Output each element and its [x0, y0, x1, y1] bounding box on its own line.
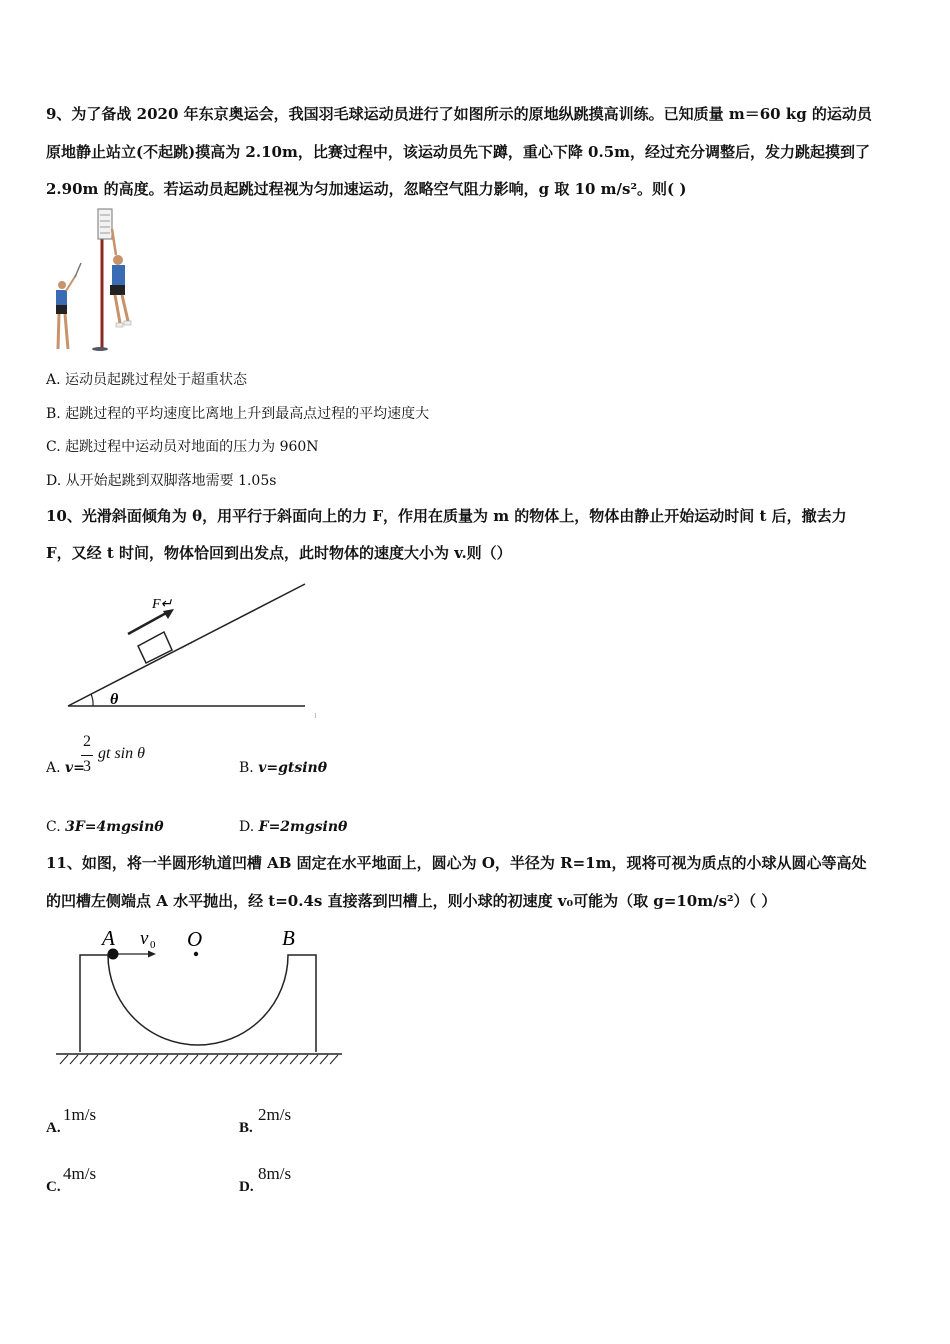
q9-line-1: 9、为了备战 2020 年东京奥运会，我国羽毛球运动员进行了如图所示的原地纵跳摸高训练。已知质量 m＝60 kg 的运动员: [46, 105, 872, 123]
q9-option-a: A. 运动员起跳过程处于超重状态: [46, 372, 248, 388]
q10-option-a-v: v=: [65, 760, 85, 776]
label-v-subscript: 0: [150, 939, 156, 951]
force-label: F↵: [152, 597, 173, 612]
q10-option-d: [239, 819, 347, 835]
force-arrow: [128, 612, 168, 634]
q10-option-a-expression: gt sin θ: [98, 745, 145, 762]
svg-text:··· · · ·: ··· · · ·: [180, 639, 198, 653]
q10-line-1: 10、光滑斜面倾角为 θ，用平行于斜面向上的力 F，作用在质量为 m 的物体上，物体由静止开始运动时间 t 后，撤去力: [46, 507, 847, 525]
center-point: [194, 952, 198, 956]
q10-option-c: [46, 819, 164, 835]
q10-figure-incline: [60, 578, 325, 728]
q11-option-b-label: B.: [239, 1120, 253, 1136]
q10-option-a: [46, 760, 85, 776]
q9-option-d: D. 从开始起跳到双脚落地需要 1.05s: [46, 473, 277, 489]
q9-line-2: 原地静止站立(不起跳)摸高为 2.10m，比赛过程中，该运动员先下蹲，重心下降 0.5m，经过充分调整后，发力跳起摸到了: [46, 143, 871, 161]
q11-option-d-label: D.: [239, 1179, 254, 1195]
q11-line-2: 的凹槽左侧端点 A 水平抛出，经 t=0.4s 直接落到凹槽上，则小球的初速度 v₀可能为（取 g=10m/s²）（ ）: [46, 892, 777, 910]
label-o: O: [187, 927, 203, 951]
fraction-numerator: 2: [83, 733, 91, 750]
q9-option-b: B. 起跳过程的平均速度比离地上升到最高点过程的平均速度大: [46, 406, 430, 422]
q11-option-c-value: 4m/s: [63, 1164, 97, 1183]
q11-option-a-label: A.: [46, 1120, 61, 1136]
q10-line-2: F，又经 t 时间，物体恰回到出发点，此时物体的速度大小为 v.则（）: [46, 544, 512, 562]
q11-option-c-label: C.: [46, 1179, 61, 1195]
label-b: B: [282, 926, 295, 950]
svg-text:ı: ı: [314, 710, 317, 721]
q11-option-d-value: 8m/s: [258, 1164, 292, 1183]
label-v: v: [140, 928, 149, 949]
q11-line-1: 11、如图，将一半圆形轨道凹槽 AB 固定在水平地面上，圆心为 O，半径为 R=1m，现将可视为质点的小球从圆心等高处: [46, 854, 867, 872]
fraction-denominator: 3: [83, 758, 91, 775]
q10-option-c-prefix: C.: [46, 819, 66, 835]
q9-figure-jump-training: [50, 205, 140, 355]
block: [138, 632, 172, 663]
q10-option-d-text: F=2mgsinθ: [258, 819, 348, 835]
q10-option-b: [239, 760, 327, 776]
label-a: A: [102, 926, 115, 950]
q10-option-a-prefix: A.: [46, 760, 66, 776]
ball: [108, 949, 119, 960]
q10-option-b-text: v=gtsinθ: [258, 760, 328, 776]
fraction-bar: [81, 755, 93, 756]
q10-option-b-prefix: B.: [239, 760, 259, 776]
q11-figure-semicircle-groove: [50, 922, 350, 1072]
q9-line-3: 2.90m 的高度。若运动员起跳过程视为匀加速运动，忽略空气阻力影响，g 取 10 m/s²。则( ): [46, 180, 687, 198]
angle-label: θ: [110, 691, 119, 708]
q11-option-a-value: 1m/s: [63, 1105, 97, 1124]
q11-option-b-value: 2m/s: [258, 1105, 292, 1124]
q10-option-c-text: 3F=4mgsinθ: [65, 819, 164, 835]
q10-option-d-prefix: D.: [239, 819, 259, 835]
q9-option-c: C. 起跳过程中运动员对地面的压力为 960N: [46, 439, 319, 455]
